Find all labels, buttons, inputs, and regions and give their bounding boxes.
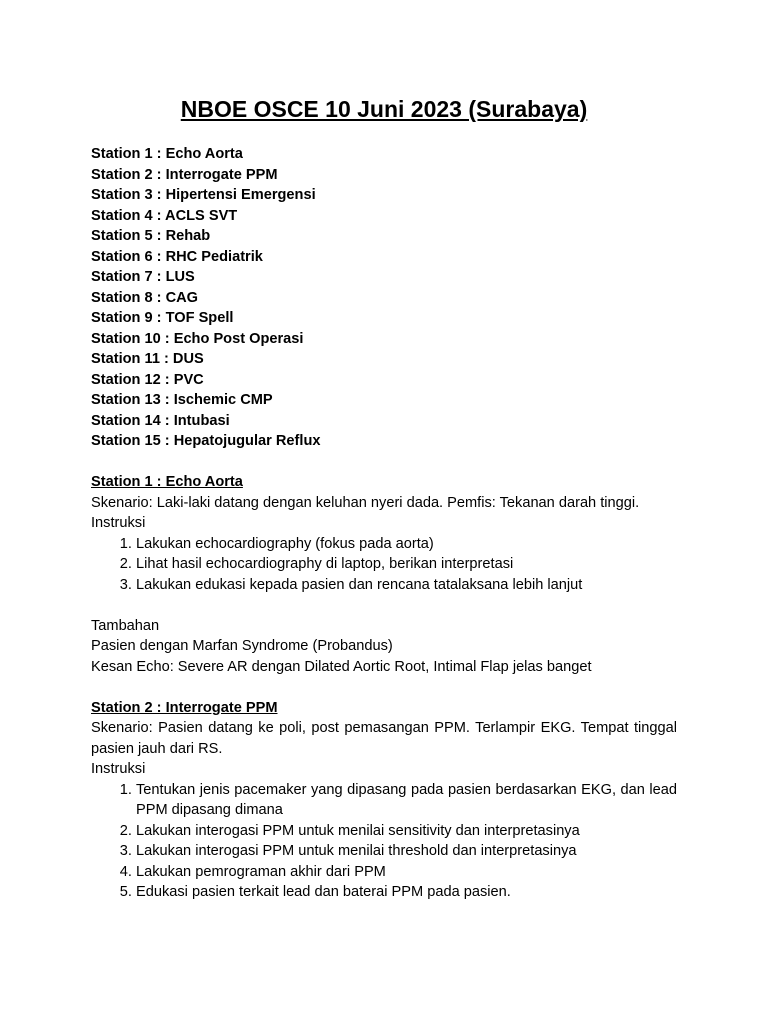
instruction-item: 4. Lakukan pemrograman akhir dari PPM — [136, 862, 677, 883]
instruction-item: 3. Lakukan interogasi PPM untuk menilai threshold dan interpretasinya — [136, 841, 677, 862]
station-list-item: Station 13 : Ischemic CMP — [91, 392, 273, 408]
station-2-section — [91, 698, 677, 903]
station-list-item: Station 7 : LUS — [91, 269, 195, 285]
instruction-item: 3. Lakukan edukasi kepada pasien dan rencana tatalaksana lebih lanjut — [136, 575, 677, 596]
station-1-instructions-label: Instruksi — [91, 515, 146, 531]
station-list-item: Station 10 : Echo Post Operasi — [91, 330, 304, 347]
station-2-instructions — [91, 780, 677, 903]
instruction-item: 5. Edukasi pasien terkait lead dan baterai PPM pada pasien. — [136, 882, 677, 903]
station-list-item: Station 9 : TOF Spell — [91, 310, 234, 326]
station-list-item: Station 6 : RHC Pediatrik — [91, 248, 263, 265]
station-list-item: Station 12 : PVC — [91, 371, 204, 388]
station-1-scenario: Skenario: Laki-laki datang dengan keluhan nyeri dada. Pemfis: Tekanan darah tinggi. — [91, 494, 640, 511]
station-1-extra-line: Pasien dengan Marfan Syndrome (Probandus) — [91, 638, 393, 654]
station-1-heading: Station 1 : Echo Aorta — [91, 474, 243, 490]
station-1-instructions — [91, 534, 677, 596]
station-list — [91, 144, 677, 452]
station-1-extra-line: Kesan Echo: Severe AR dengan Dilated Aortic Root, Intimal Flap jelas banget — [91, 658, 592, 675]
station-2-instructions-label: Instruksi — [91, 761, 146, 777]
document-page — [91, 92, 677, 903]
station-list-item: Station 8 : CAG — [91, 289, 199, 306]
instruction-item: 2. Lihat hasil echocardiography di laptop, berikan interpretasi — [136, 554, 677, 575]
station-2-heading: Station 2 : Interrogate PPM — [91, 699, 278, 716]
station-1-section — [91, 472, 677, 677]
spacer — [91, 677, 677, 698]
station-list-item: Station 11 : DUS — [91, 351, 204, 367]
instruction-item: 2. Lakukan interogasi PPM untuk menilai sensitivity dan interpretasinya — [136, 821, 677, 842]
station-list-item: Station 5 : Rehab — [91, 228, 211, 244]
station-2-scenario: Skenario: Pasien datang ke poli, post pemasangan PPM. Terlampir EKG. Tempat tinggal pasien jauh dari RS. — [91, 720, 677, 757]
station-list-item: Station 2 : Interrogate PPM — [91, 166, 278, 183]
document-title: NBOE OSCE 10 Juni 2023 (Surabaya) — [180, 96, 588, 122]
station-list-item: Station 4 : ACLS SVT — [91, 207, 238, 224]
station-1-extra-label: Tambahan — [91, 617, 160, 634]
spacer — [91, 452, 677, 473]
station-list-item: Station 15 : Hepatojugular Reflux — [91, 433, 321, 449]
instruction-item: 1. Lakukan echocardiography (fokus pada aorta) — [136, 534, 677, 555]
spacer — [91, 595, 677, 616]
instruction-item: 1. Tentukan jenis pacemaker yang dipasang pada pasien berdasarkan EKG, dan lead PPM dipasang dimana — [136, 780, 677, 821]
station-list-item: Station 3 : Hipertensi Emergensi — [91, 187, 316, 203]
station-list-item: Station 14 : Intubasi — [91, 412, 230, 429]
station-list-item: Station 1 : Echo Aorta — [91, 146, 243, 162]
